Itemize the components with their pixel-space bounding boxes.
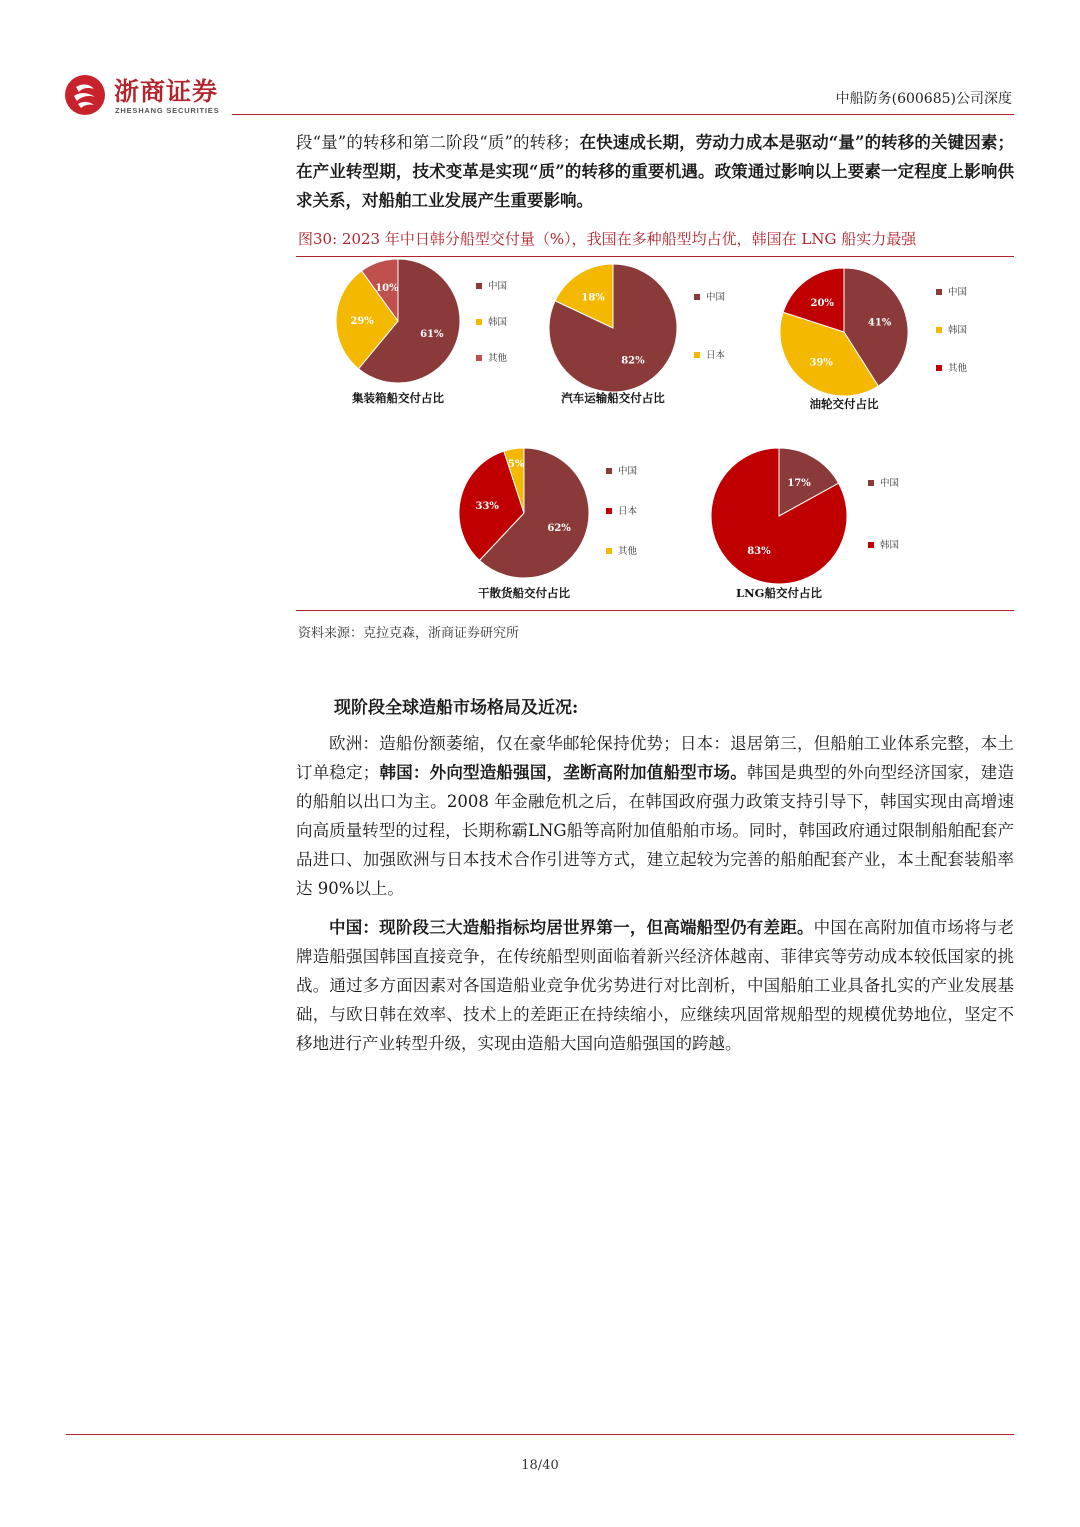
legend-swatch <box>936 365 942 371</box>
paragraph-text: 欧洲：造船份额萎缩，仅在豪华邮轮保持优势；日本：退居第三，但船舶工业体系完整，本土订单稳定； <box>296 734 1014 782</box>
legend-label: 其他 <box>488 353 508 364</box>
data-label: 62% <box>547 522 571 534</box>
legend-label: 日本 <box>706 350 726 361</box>
pie-charts-figure <box>296 258 1014 610</box>
data-label: 41% <box>867 317 892 329</box>
legend-swatch <box>868 542 874 548</box>
legend-label: 中国 <box>618 466 638 477</box>
intro-text: 段“量”的转移和第二阶段“质”的转移； <box>296 133 580 152</box>
legend-swatch <box>606 468 612 474</box>
logo-subtext: ZHESHANG SECURITIES <box>115 106 220 115</box>
europe-japan-korea-paragraph <box>296 729 1014 903</box>
legend-label: 韩国 <box>880 540 900 551</box>
legend-label: 其他 <box>948 363 968 374</box>
legend-swatch <box>606 508 612 514</box>
report-title: 中船防务(600685)公司深度 <box>835 91 1012 107</box>
chart-caption: 汽车运输船交付占比 <box>561 391 665 405</box>
data-label: 39% <box>809 357 833 369</box>
data-label: 29% <box>350 315 374 327</box>
legend-swatch <box>476 283 482 289</box>
logo-mark-icon <box>64 74 106 116</box>
legend-swatch <box>606 548 612 554</box>
paragraph-text: 韩国是典型的外向型经济国家，建造的船舶以出口为主。2008 年金融危机之后，在韩国政府强力政策支持引导下，韩国实现由高增速向高质量转型的过程，长期称霸LNG船等高附加值船舶市场。同时，韩国政府通过限制船舶配套产品进口、加强欧洲与日本技术合作引进等方式，建立起较为完善的船舶配套产业，本土配套装船率达 90%以上。 <box>296 763 1015 898</box>
legend-swatch <box>936 289 942 295</box>
legend-swatch <box>936 327 942 333</box>
china-paragraph <box>296 913 1014 1058</box>
legend-swatch <box>694 352 700 358</box>
intro-paragraph <box>296 128 1014 215</box>
korea-bold-text: 韩国：外向型造船强国，垄断高附加值船型市场。 <box>379 763 747 782</box>
legend-label: 其他 <box>618 546 638 557</box>
page-number: 18/40 <box>521 1458 559 1473</box>
chart-caption: 干散货船交付占比 <box>478 586 570 600</box>
paragraph-text: 中国在高附加值市场将与老牌造船强国韩国直接竞争，在传统船型则面临着新兴经济体越南、菲律宾等劳动成本较低国家的挑战。通过多方面因素对各国造船业竞争优劣势进行对比剖析，中国船舶工业具备扎实的产业发展基础，与欧日韩在效率、技术上的差距正在持续缩小，应继续巩固常规船型的规模优势地位，坚定不移地进行产业转型升级，实现由造船大国向造船强国的跨越。 <box>296 918 1015 1053</box>
data-label: 83% <box>747 545 771 557</box>
data-label: 33% <box>475 500 499 512</box>
legend-swatch <box>476 319 482 325</box>
figure-top-rule <box>296 256 1014 257</box>
data-label: 61% <box>420 329 444 341</box>
header-divider <box>232 114 1014 115</box>
legend-swatch <box>868 480 874 486</box>
legend-label: 中国 <box>706 292 726 303</box>
figure-source: 资料来源：克拉克森，浙商证券研究所 <box>298 626 520 641</box>
company-logo <box>64 70 224 120</box>
legend-label: 中国 <box>880 478 900 489</box>
legend-label: 韩国 <box>488 317 508 328</box>
footer-divider <box>66 1434 1014 1435</box>
chart-caption: LNG船交付占比 <box>736 586 822 600</box>
intro-bold-text: 在快速成长期，劳动力成本是驱动“量”的转移的关键因素；在产业转型期，技术变革是实现“质”的转移的重要机遇。政策通过影响以上要素一定程度上影响供求关系，对船舶工业发展产生重要影响。 <box>296 133 1015 210</box>
data-label: 10% <box>375 282 399 294</box>
data-label: 5% <box>507 458 525 470</box>
data-label: 20% <box>810 298 834 309</box>
figure-title: 图30: 2023 年中日韩分船型交付量（%），我国在多种船型均占优，韩国在 LNG 船实力最强 <box>298 230 917 248</box>
data-label: 82% <box>621 355 645 367</box>
legend-label: 中国 <box>948 287 968 298</box>
chart-caption: 集装箱船交付占比 <box>352 391 444 405</box>
data-label: 18% <box>581 292 605 304</box>
logo-text: 浙商证券 <box>114 77 219 106</box>
legend-swatch <box>476 355 482 361</box>
legend-label: 韩国 <box>948 325 968 336</box>
figure-bottom-rule <box>296 610 1014 611</box>
chart-caption: 油轮交付占比 <box>809 397 879 411</box>
china-bold-text: 中国：现阶段三大造船指标均居世界第一，但高端船型仍有差距。 <box>329 918 814 937</box>
legend-swatch <box>694 294 700 300</box>
legend-label: 中国 <box>488 281 508 292</box>
legend-label: 日本 <box>618 506 638 517</box>
data-label: 17% <box>787 478 811 490</box>
section-heading: 现阶段全球造船市场格局及近况: <box>334 698 579 718</box>
